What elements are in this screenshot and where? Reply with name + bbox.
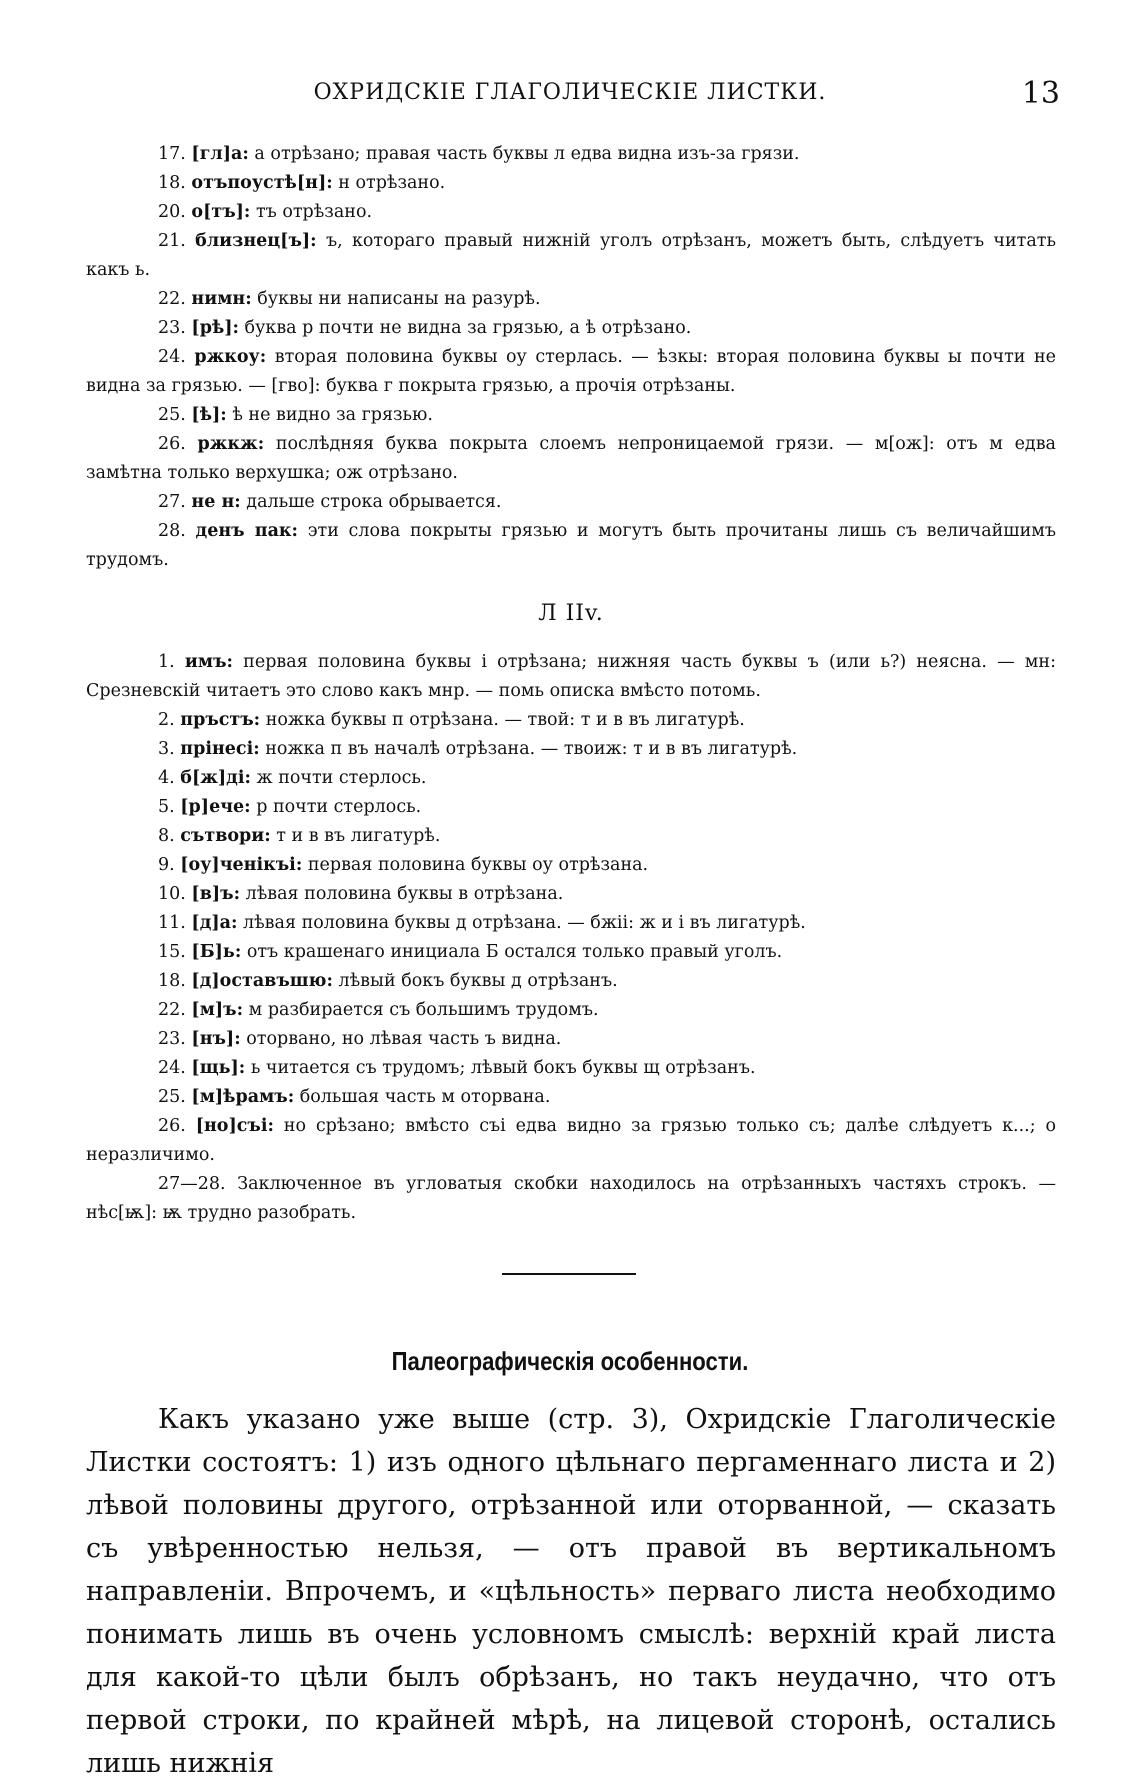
note-text: первая половина буквы оу отрѣзана. [302, 855, 649, 875]
note-lemma: ржкж: [197, 434, 265, 454]
note-number: 25. [158, 1087, 186, 1107]
note-number: 15. [158, 942, 186, 962]
note-lemma: [гл]а: [191, 144, 249, 164]
note-lemma: близнец[ъ]: [195, 231, 317, 251]
note-lemma: денъ пак: [195, 521, 299, 541]
note-item [86, 1054, 1056, 1083]
note-number: 3. [158, 739, 175, 759]
section-title: Палеографическія особенности. [391, 1346, 749, 1376]
note-number: 5. [158, 797, 175, 817]
note-item [86, 198, 1056, 227]
note-item [86, 822, 1056, 851]
note-number: 9. [158, 855, 175, 875]
note-number: 18. [158, 971, 186, 991]
note-text: отъ крашенаго инициала Б остался только правый уголъ. [241, 942, 783, 962]
note-item [86, 851, 1056, 880]
note-item [86, 706, 1056, 735]
note-text: ъ, котораго правый нижній уголъ отрѣзанъ, можетъ быть, слѣдуетъ читать какъ ь. [86, 231, 1056, 280]
note-number: 2. [158, 710, 175, 730]
note-item [86, 285, 1056, 314]
note-number: 24. [158, 347, 186, 367]
note-lemma: не н: [191, 492, 241, 512]
note-item [86, 517, 1056, 575]
note-text: лѣвая половина буквы в отрѣзана. [240, 884, 564, 904]
note-number: 23. [158, 318, 186, 338]
note-item [86, 227, 1056, 285]
note-number: 21. [158, 231, 186, 251]
note-item [86, 938, 1056, 967]
note-number: 4. [158, 768, 175, 788]
note-text: буква р почти не видна за грязью, а ѣ отрѣзано. [238, 318, 692, 338]
leaf-heading: Л IIv. [538, 601, 604, 626]
note-text: буквы ни написаны на разурѣ. [251, 289, 541, 309]
note-text: лѣвая половина буквы д отрѣзана. — бжіі: ж и і въ лигатурѣ. [237, 913, 806, 933]
note-text: первая половина буквы і отрѣзана; нижняя часть буквы ъ (или ь?) неясна. — мн: Срезневскій читаетъ это слово какъ мнр. — помь описка вмѣсто потомь. [86, 652, 1056, 701]
note-lemma: [нъ]: [191, 1029, 241, 1049]
note-item [86, 1170, 1056, 1228]
note-text: послѣдняя буква покрыта слоемъ непроницаемой грязи. — м[ож]: отъ м едва замѣтна только верхушка; ож отрѣзано. [86, 434, 1056, 483]
note-item [86, 996, 1056, 1025]
note-lemma: [р]ече: [180, 797, 251, 817]
note-text: а отрѣзано; правая часть буквы л едва видна изъ-за грязи. [248, 144, 800, 164]
note-item [86, 648, 1056, 706]
note-number: 11. [158, 913, 186, 933]
note-number: 20. [158, 202, 186, 222]
note-number: 27. [158, 492, 186, 512]
note-item [86, 793, 1056, 822]
note-text: ѣ не видно за грязью. [226, 405, 433, 425]
note-number: 26. [158, 1116, 186, 1136]
critical-notes [86, 140, 1056, 1228]
note-lemma: [в]ъ: [191, 884, 241, 904]
note-text: тъ отрѣзано. [250, 202, 373, 222]
note-item [86, 169, 1056, 198]
note-lemma: [Б]ь: [191, 942, 242, 962]
note-number: 1. [158, 652, 175, 672]
note-number: 8. [158, 826, 175, 846]
note-text: ж почти стерлось. [250, 768, 427, 788]
note-text: вторая половина буквы оу стерлась. — ѣзкы: вторая половина буквы ы почти не видна за грязью. — [гво]: буква г покрыта грязью, а прочія отрѣзаны. [86, 347, 1056, 396]
note-lemma: [оу]ченікъі: [180, 855, 303, 875]
body-paragraph: Какъ указано уже выше (стр. 3), Охридскіе Глаголическіе Листки состоятъ: 1) изъ одного цѣльнаго пергаменнаго листа и 2) лѣвой половины другого, отрѣзанной или оторванной, — сказать съ увѣренностью нельзя, — отъ правой въ вертикальномъ направленіи. Впрочемъ, и «цѣльность» перваго листа необходимо понимать лишь въ очень условномъ смыслѣ: верхній край листа для какой-то цѣли былъ обрѣзанъ, но такъ неудачно, что отъ первой строки, по крайней мѣрѣ, на лицевой сторонѣ, остались лишь нижнія [86, 1404, 1056, 1779]
note-item [86, 140, 1056, 169]
note-number: 26. [158, 434, 186, 454]
note-lemma: [м]ѣрамъ: [191, 1087, 295, 1107]
note-number: 28. [158, 521, 186, 541]
note-number: 10. [158, 884, 186, 904]
note-item [86, 1025, 1056, 1054]
note-lemma: имъ: [184, 652, 233, 672]
note-lemma: пръстъ: [180, 710, 261, 730]
note-item [86, 909, 1056, 938]
note-lemma: [д]а: [191, 913, 238, 933]
note-text: т и в въ лигатурѣ. [270, 826, 441, 846]
note-lemma: [рѣ]: [191, 318, 239, 338]
note-number: 17. [158, 144, 186, 164]
running-title: ОХРИДСКІЕ ГЛАГОЛИЧЕСКІЕ ЛИСТКИ. [313, 80, 827, 105]
note-lemma: [д]оставъшю: [191, 971, 333, 991]
note-item [86, 735, 1056, 764]
note-lemma: [м]ъ: [191, 1000, 244, 1020]
note-text: дальше строка обрывается. [240, 492, 502, 512]
note-lemma: сътвори: [180, 826, 271, 846]
notes-list-leaf-2 [86, 648, 1056, 1228]
note-lemma: [ѣ]: [191, 405, 227, 425]
note-lemma: [но]съі: [195, 1116, 274, 1136]
note-text: Заключенное въ угловатыя скобки находилось на отрѣзанныхъ частяхъ строкъ. — нѣс[ѭ]: ѭ трудно разобрать. [86, 1174, 1056, 1223]
note-text: большая часть м оторвана. [294, 1087, 551, 1107]
note-number: 24. [158, 1058, 186, 1078]
note-text: р почти стерлось. [250, 797, 422, 817]
note-item [86, 343, 1056, 401]
note-text: оторвано, но лѣвая часть ъ видна. [240, 1029, 562, 1049]
note-lemma: прінесі: [180, 739, 260, 759]
note-item [86, 764, 1056, 793]
note-item [86, 967, 1056, 996]
note-text: ножка буквы п отрѣзана. — твой: т и в въ лигатурѣ. [260, 710, 745, 730]
note-number: 23. [158, 1029, 186, 1049]
note-item [86, 1112, 1056, 1170]
note-lemma: о[тъ]: [191, 202, 251, 222]
note-number: 22. [158, 1000, 186, 1020]
note-text: лѣвый бокъ буквы д отрѣзанъ. [332, 971, 618, 991]
note-text: ножка п въ началѣ отрѣзана. — твоиж: т и в въ лигатурѣ. [259, 739, 798, 759]
running-head [0, 76, 1140, 110]
section-divider [502, 1273, 636, 1275]
note-item [86, 430, 1056, 488]
note-number: 25. [158, 405, 186, 425]
note-item [86, 488, 1056, 517]
note-item [86, 314, 1056, 343]
note-item [86, 401, 1056, 430]
note-text: н отрѣзано. [332, 173, 446, 193]
note-text: но срѣзано; вмѣсто съі едва видно за грязью только съ; далѣе слѣдуетъ к...; о неразличимо. [86, 1116, 1056, 1165]
page-number: 13 [1021, 76, 1060, 111]
body-text [86, 1398, 1056, 1785]
note-lemma: [щь]: [191, 1058, 246, 1078]
note-number: 22. [158, 289, 186, 309]
notes-list-leaf-1 [86, 140, 1056, 575]
note-text: эти слова покрыты грязью и могутъ быть прочитаны лишь съ величайшимъ трудомъ. [86, 521, 1056, 570]
note-number: 18. [158, 173, 186, 193]
note-lemma: отъпоустѣ[н]: [191, 173, 333, 193]
note-lemma: б[ж]ді: [180, 768, 251, 788]
note-lemma: нимн: [191, 289, 252, 309]
note-item [86, 880, 1056, 909]
note-item [86, 1083, 1056, 1112]
note-lemma: ржкоу: [194, 347, 267, 367]
note-number: 27—28. [158, 1174, 226, 1194]
note-text: м разбирается съ большимъ трудомъ. [243, 1000, 599, 1020]
note-text: ь читается съ трудомъ; лѣвый бокъ буквы щ отрѣзанъ. [245, 1058, 756, 1078]
